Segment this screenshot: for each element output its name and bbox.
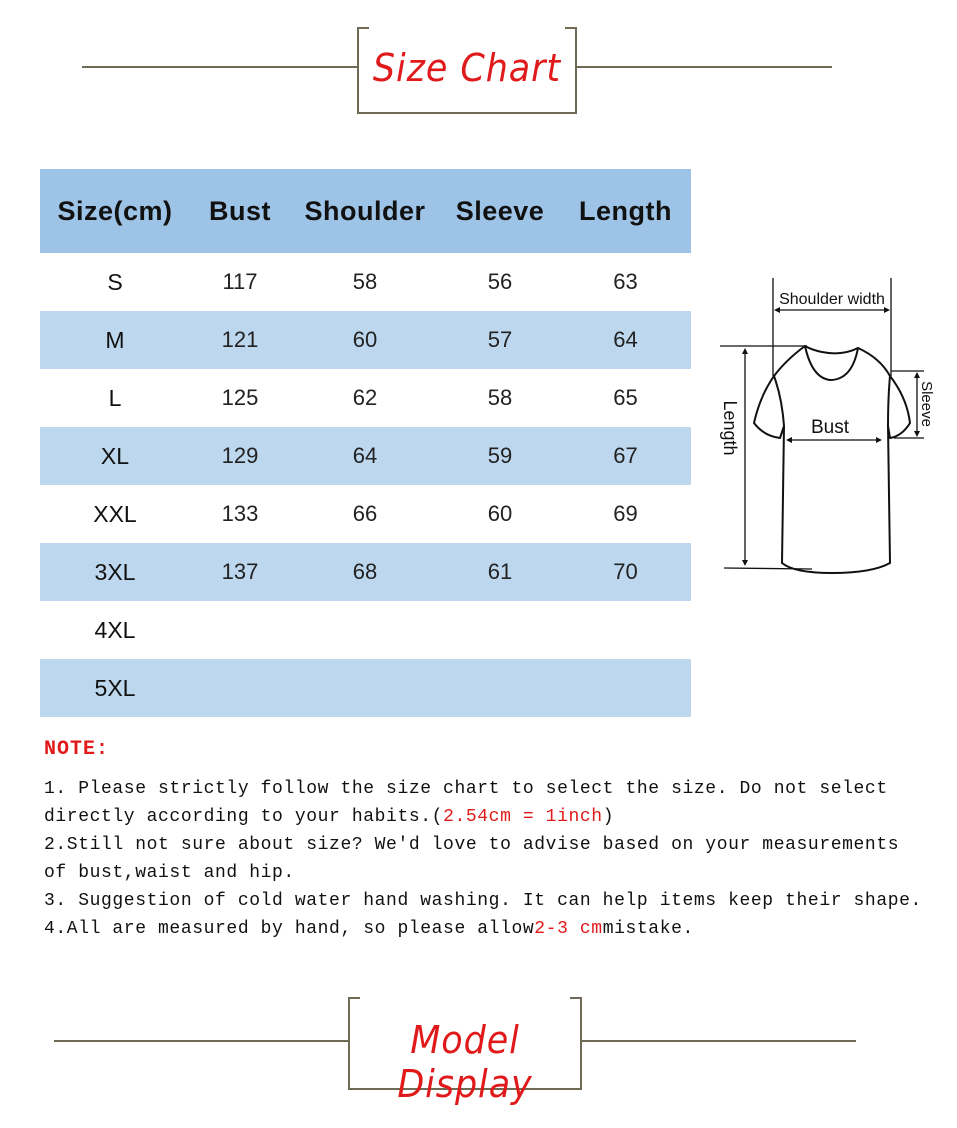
cell-length [560, 601, 691, 659]
cell-bust: 133 [221, 501, 259, 526]
cell-size: 4XL [94, 616, 136, 643]
cell-sleeve: 58 [487, 385, 513, 410]
note-1-line-1: 1. Please strictly follow the size chart to select the size. Do not select [44, 779, 888, 799]
divider-right [577, 66, 832, 68]
cell-shoulder: 60 [290, 311, 440, 369]
bust-label: Bust [810, 417, 850, 438]
cell-length: 64 [560, 311, 691, 369]
note-4-text: 4.All are measured by hand, so please allow [44, 919, 535, 939]
cell-bust [190, 601, 290, 659]
cell-length: 70 [560, 543, 691, 601]
divider-left [54, 1040, 349, 1042]
table-row [40, 659, 691, 717]
notes-title: NOTE: [44, 738, 110, 761]
cell-length: 67 [560, 427, 691, 485]
cell-shoulder: 68 [290, 543, 440, 601]
note-2-line-2: of bust,waist and hip. [44, 863, 295, 883]
cell-bust: 117 [222, 269, 258, 294]
cell-bust: 137 [190, 543, 290, 601]
table-row [40, 369, 691, 427]
cell-length: 63 [613, 269, 638, 294]
cell-bust: 125 [221, 385, 259, 410]
cell-shoulder: 64 [290, 427, 440, 485]
note-3: 3. Suggestion of cold water hand washing. It can help items keep their shape. [44, 891, 922, 911]
cell-length: 69 [613, 501, 638, 526]
banner-frame [357, 28, 577, 114]
cell-shoulder: 58 [352, 269, 378, 294]
cell-length [560, 659, 691, 717]
header-bust: Bust [190, 169, 290, 253]
size-table [40, 169, 691, 717]
note-1-text: directly according to your habits.( [44, 807, 444, 827]
size-chart-banner [0, 0, 957, 130]
cell-sleeve: 60 [487, 501, 513, 526]
cell-sleeve [440, 601, 560, 659]
tshirt-measurement-diagram [712, 268, 957, 588]
banner-title: Model Display [397, 1018, 533, 1106]
cell-sleeve: 57 [440, 311, 560, 369]
banner-title: Size Chart [372, 46, 562, 90]
note-4-end: mistake. [602, 919, 694, 939]
cell-sleeve: 61 [440, 543, 560, 601]
banner-frame [348, 998, 582, 1106]
cell-bust: 121 [190, 311, 290, 369]
table-row [40, 543, 691, 601]
header-shoulder: Shoulder [290, 169, 440, 253]
tolerance-value: 2-3 cm [534, 919, 603, 939]
header-length: Length [560, 169, 691, 253]
cell-sleeve: 59 [440, 427, 560, 485]
shoulder-width-label: Shoulder width [779, 291, 885, 308]
header-sleeve: Sleeve [440, 169, 560, 253]
header-size: Size(cm) [40, 169, 190, 253]
divider-right [582, 1040, 856, 1042]
cell-shoulder: 66 [352, 501, 378, 526]
cell-size: 3XL [40, 543, 190, 601]
cell-length: 65 [613, 385, 638, 410]
note-4 [44, 915, 924, 943]
cell-size: 5XL [40, 659, 190, 717]
cell-size: L [108, 384, 122, 411]
table-row [40, 427, 691, 485]
cell-sleeve: 56 [487, 269, 513, 294]
table-row [40, 601, 691, 659]
model-display-banner [0, 990, 957, 1106]
cell-shoulder [290, 659, 440, 717]
notes-section [44, 738, 924, 943]
cell-shoulder [290, 601, 440, 659]
table-row [40, 485, 691, 543]
divider-left [82, 66, 358, 68]
table-header-row [40, 169, 691, 253]
table-row [40, 253, 691, 311]
sleeve-label: Sleeve [918, 381, 935, 427]
inch-conversion: 2.54cm = 1inch [443, 807, 603, 827]
note-1-line-2 [44, 803, 924, 831]
cell-size: M [40, 311, 190, 369]
length-label: Length [720, 400, 740, 456]
cell-size: XXL [93, 500, 137, 527]
cell-size: XL [40, 427, 190, 485]
tshirt-outline-icon [712, 268, 957, 588]
note-1-close: ) [602, 807, 615, 827]
cell-size: S [107, 268, 123, 295]
note-2-line-1: 2.Still not sure about size? We'd love to advise based on your measurements [44, 835, 900, 855]
cell-shoulder: 62 [352, 385, 378, 410]
cell-sleeve [440, 659, 560, 717]
table-row [40, 311, 691, 369]
cell-bust [190, 659, 290, 717]
cell-bust: 129 [190, 427, 290, 485]
